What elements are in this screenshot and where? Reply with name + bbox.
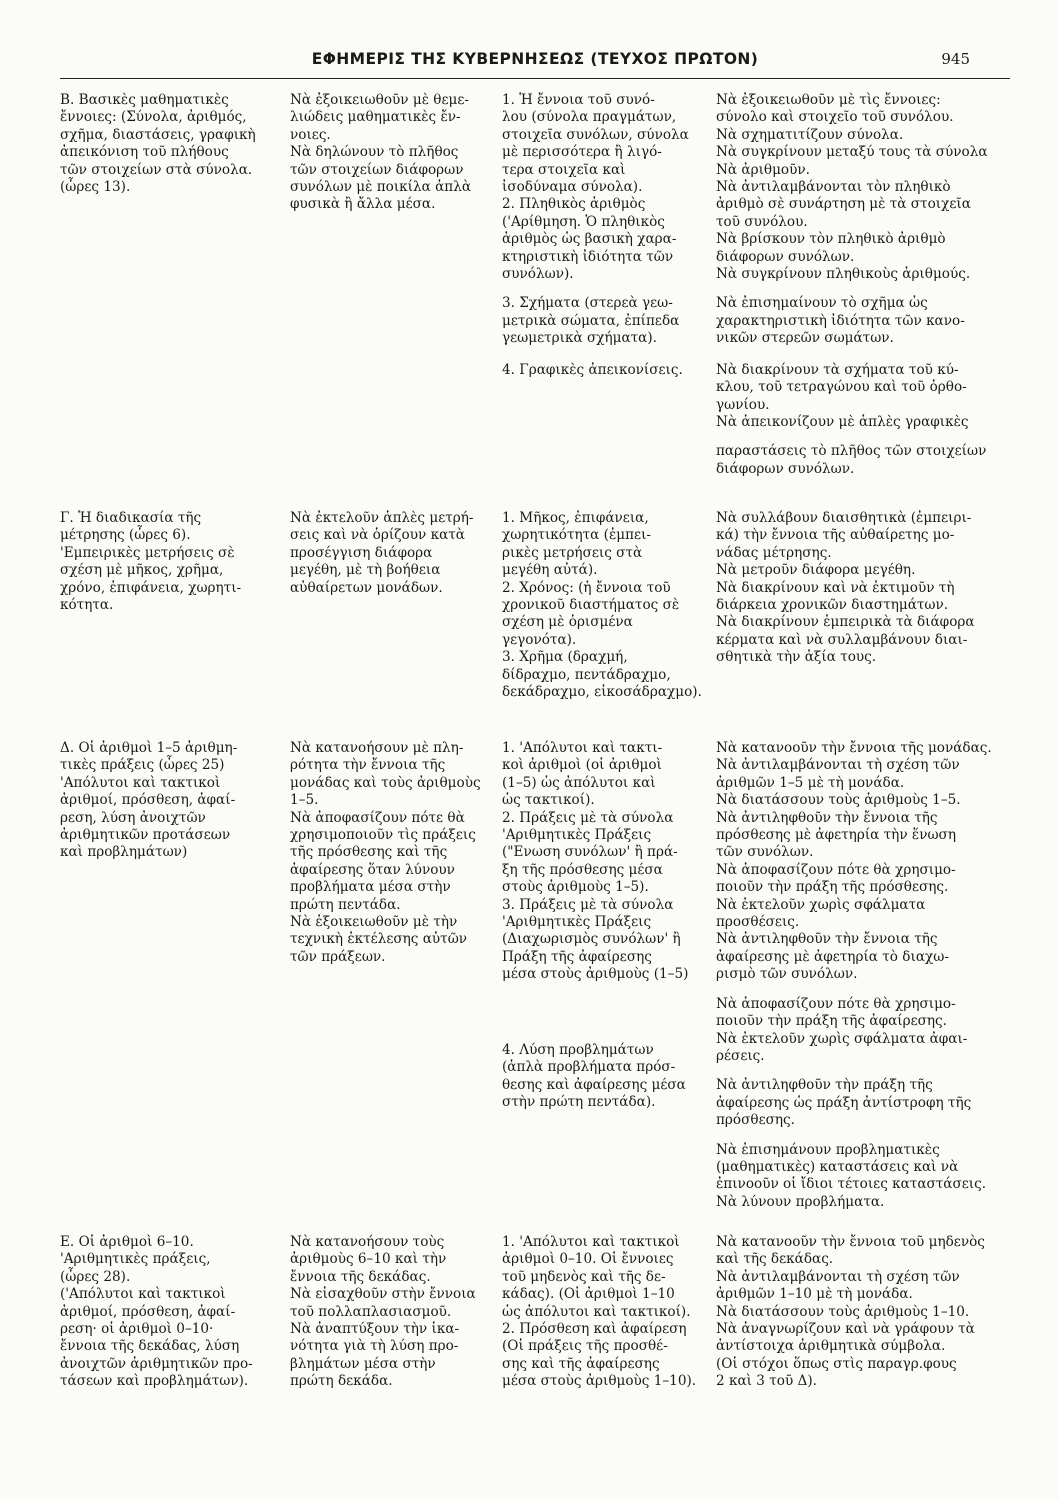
- section-d-objectives-4: Νὰ ἐπισημάνουν προβληματικὲς (μαθηματικὲς) καταστάσεις καὶ νὰ ἐπινοοῦν οἱ ἴδιοι τέτοιες καταστάσεις. Νὰ λύνουν προβλήματα.: [716, 1141, 987, 1210]
- section-b-objectives-2: Νὰ ἐπισημαίνουν τὸ σχῆμα ὡς χαρακτηριστικὴ ἰδιότητα τῶν κανο- νικῶν στερεῶν σωμάτων.: [716, 295, 965, 347]
- section-d-objectives: [716, 740, 1010, 1211]
- section-e-content: [502, 1234, 716, 1391]
- section-e-row: [60, 1234, 1010, 1391]
- section-b-objectives-1: Νὰ ἐξοικειωθοῦν μὲ τὶς ἔννοιες: σύνολο καὶ στοιχεῖο τοῦ συνόλου. Νὰ σχηματιτίζουν σύνολα. Νὰ συγκρίνουν μεταξύ τους τὰ σύνολα Νὰ ἀριθμοῦν. Νὰ ἀντιλαμβάνονται τὸν πληθικὸ ἀριθμὸ σὲ συνάρτηση μὲ τὰ στοιχεῖα τοῦ συνόλου. Νὰ βρίσκουν τὸν πληθικὸ ἀριθμὸ διάφορων συνόλων. Νὰ συγκρίνουν πληθικοὺς ἀριθμούς.: [716, 92, 988, 283]
- section-b-objectives-3: Νὰ διακρίνουν τὰ σχήματα τοῦ κύ- κλου, τοῦ τετραγώνου καὶ τοῦ ὀρθο- γωνίου. Νὰ ἀπεικονίζουν μὲ ἁπλὲς γραφικὲς: [716, 361, 969, 430]
- section-b-content-3: 4. Γραφικὲς ἀπεικονίσεις.: [502, 361, 683, 378]
- section-b-objectives: [716, 92, 1010, 478]
- section-b-goals: [290, 92, 502, 214]
- section-b-row: [60, 92, 1010, 510]
- page-number: 945: [941, 50, 970, 68]
- section-g-topic-text: Γ. Ἡ διαδικασία τῆς μέτρησης (ὧρες 6). 'Εμπειρικὲς μετρήσεις σὲ σχέση μὲ μῆκος, χρῆμα, χρόνο, ἐπιφάνεια, χωρητι- κότητα.: [60, 510, 242, 614]
- curriculum-table: [60, 92, 1010, 1391]
- page-header: [60, 48, 1010, 79]
- section-d-objectives-2: Νὰ ἀποφασίζουν πότε θὰ χρησιμο- ποιοῦν τὴν πράξη τῆς ἀφαίρεσης. Νὰ ἐκτελοῦν χωρὶς σφάλματα ἀφαι- ρέσεις.: [716, 995, 968, 1064]
- section-b-topic: [60, 92, 290, 196]
- section-d-objectives-3: Νὰ ἀντιληφθοῦν τὴν πράξη τῆς ἀφαίρεσης ὡς πράξη ἀντίστροφη τῆς πρόσθεσης.: [716, 1077, 972, 1129]
- section-d-goals-text: Νὰ κατανοήσουν μὲ πλη- ρότητα τὴν ἔννοια τῆς μονάδας καὶ τοὺς ἀριθμοὺς 1–5. Νὰ ἀποφασίζουν πότε θὰ χρησιμοποιοῦν τὶς πράξεις τῆς πρόσθεσης καὶ τῆς ἀφαίρεσης ὅταν λύνουν προβλήματα μέσα στὴν πρώτη πεντάδα. Νὰ ἐξοικειωθοῦν μὲ τὴν τεχνικὴ ἐκτέλεσης αὐτῶν τῶν πράξεων.: [290, 740, 481, 965]
- section-d-content-1: 1. 'Απόλυτοι καὶ τακτι- κοὶ ἀριθμοὶ (οἱ ἀριθμοὶ (1–5) ὡς ἀπόλυτοι καὶ ὡς τακτικοί). 2. Πράξεις μὲ τὰ σύνολα 'Αριθμητικὲς Πράξεις ("Ενωση συνόλων' ἢ πρά- ξη τῆς πρόσθεσης μέσα στοὺς ἀριθμοὺς 1–5). 3. Πράξεις μὲ τὰ σύνολα 'Αριθμητικὲς Πράξεις (Διαχωρισμὸς συνόλων' ἢ Πράξη τῆς ἀφαίρεσης μέσα στοὺς ἀριθμοὺς (1–5): [502, 740, 689, 983]
- section-b-goals-text: Νὰ ἐξοικειωθοῦν μὲ θεμε- λιώδεις μαθηματικὲς ἔν- νοιες. Νὰ δηλώνουν τὸ πλῆθος τῶν στοιχείων διάφορων συνόλων μὲ ποικίλα ἁπλὰ φυσικὰ ἢ ἄλλα μέσα.: [290, 92, 472, 213]
- section-d-objectives-1: Νὰ κατανοοῦν τὴν ἔννοια τῆς μονάδας. Νὰ ἀντιλαμβάνονται τὴ σχέση τῶν ἀριθμῶν 1–5 μὲ τὴ μονάδα. Νὰ διατάσσουν τοὺς ἀριθμοὺς 1–5. Νὰ ἀντιληφθοῦν τὴν ἔννοια τῆς πρόσθεσης μὲ ἀφετηρία τὴν ἕνωση τῶν συνόλων. Νὰ ἀποφασίζουν πότε θὰ χρησιμο- ποιοῦν τὴν πράξη τῆς πρόσθεσης. Νὰ ἐκτελοῦν χωρὶς σφάλματα προσθέσεις. Νὰ ἀντιληφθοῦν τὴν ἔννοια τῆς ἀφαίρεσης μὲ ἀφετηρία τὸ διαχω- ρισμὸ τῶν συνόλων.: [716, 740, 992, 983]
- gazette-title: ΕΦΗΜΕΡΙΣ ΤΗΣ ΚΥΒΕΡΝΗΣΕΩΣ (ΤΕΥΧΟΣ ΠΡΩΤΟΝ): [311, 50, 759, 68]
- section-d-content-2: 4. Λύση προβλημάτων (ἁπλὰ προβλήματα πρόσ- θεσης καὶ ἀφαίρεσης μέσα στὴν πρώτη πεντάδα).: [502, 1041, 686, 1110]
- section-g-content: [502, 510, 716, 701]
- section-b-topic-text: Β. Βασικὲς μαθηματικὲς ἔννοιες: (Σύνολα, ἀριθμός, σχῆμα, διαστάσεις, γραφικὴ ἀπεικόνιση τοῦ πλήθους τῶν στοιχείων στὰ σύνολα. (ὧρες 13).: [60, 92, 256, 196]
- section-g-topic: [60, 510, 290, 614]
- section-e-objectives: [716, 1234, 1010, 1391]
- section-b-content: [502, 92, 716, 379]
- section-e-topic-text: Ε. Οἱ ἀριθμοὶ 6–10. 'Αριθμητικὲς πράξεις, (ὧρες 28). ('Απόλυτοι καὶ τακτικοὶ ἀριθμοί, πρόσθεση, ἀφαί- ρεση· οἱ ἀριθμοὶ 0–10· ἔννοια τῆς δεκάδας, λύση ἀνοιχτῶν ἀριθμητικῶν προ- τάσεων καὶ προβλημάτων).: [60, 1234, 253, 1390]
- section-g-row: [60, 510, 1010, 740]
- section-b-objectives-4: παραστάσεις τὸ πλῆθος τῶν στοιχείων διάφορων συνόλων.: [716, 443, 987, 477]
- section-e-topic: [60, 1234, 290, 1391]
- section-b-content-2: 3. Σχήματα (στερεὰ γεω- μετρικὰ σώματα, ἐπίπεδα γεωμετρικὰ σχήματα).: [502, 295, 680, 347]
- section-g-goals-text: Νὰ ἐκτελοῦν ἁπλὲς μετρή- σεις καὶ νὰ ὁρίζουν κατὰ προσέγγιση διάφορα μεγέθη, μὲ τὴ βοήθεια αὐθαίρετων μονάδων.: [290, 510, 474, 596]
- section-b-content-1: 1. Ἡ ἔννοια τοῦ συνό- λου (σύνολα πραγμάτων, στοιχεῖα συνόλων, σύνολα μὲ περισσότερα ἢ λιγό- τερα στοιχεῖα καὶ ἰσοδύναμα σύνολα). 2. Πληθικὸς ἀριθμὸς ('Αρίθμηση. Ὁ πληθικὸς ἀριθμὸς ὡς βασικὴ χαρα- κτηριστικὴ ἰδιότητα τῶν συνόλων).: [502, 92, 689, 283]
- section-e-objectives-text: Νὰ κατανοοῦν τὴν ἔννοια τοῦ μηδενὸς καὶ τῆς δεκάδας. Νὰ ἀντιλαμβάνονται τὴ σχέση τῶν ἀριθμῶν 1–10 μὲ τὴ μονάδα. Νὰ διατάσσουν τοὺς ἀριθμοὺς 1–10. Νὰ ἀναγνωρίζουν καὶ νὰ γράφουν τὰ ἀντίστοιχα ἀριθμητικὰ σύμβολα. (Οἱ στόχοι ὅπως στὶς παραγρ.φους 2 καὶ 3 τοῦ Δ).: [716, 1234, 985, 1390]
- section-e-goals: [290, 1234, 502, 1391]
- section-d-content: [502, 740, 716, 1111]
- section-g-objectives-text: Νὰ συλλάβουν διαισθητικὰ (ἐμπειρι- κά) τὴν ἔννοια τῆς αὐθαίρετης μο- νάδας μέτρησης. Νὰ μετροῦν διάφορα μεγέθη. Νὰ διακρίνουν καὶ νὰ ἐκτιμοῦν τὴ διάρκεια χρονικῶν διαστημάτων. Νὰ διακρίνουν ἐμπειρικὰ τὰ διάφορα κέρματα καὶ νὰ συλλαμβάνουν διαι- σθητικὰ τὴν ἀξία τους.: [716, 510, 975, 666]
- section-g-content-text: 1. Μῆκος, ἐπιφάνεια, χωρητικότητα (ἐμπει- ρικὲς μετρήσεις στὰ μεγέθη αὐτά). 2. Χρόνος: (ἡ ἔννοια τοῦ χρονικοῦ διαστήματος σὲ σχέση μὲ ὁρισμένα γεγονότα). 3. Χρῆμα (δραχμή, δίδραχμο, πεντάδραχμο, δεκάδραχμο, εἰκοσάδραχμο).: [502, 510, 702, 701]
- section-g-goals: [290, 510, 502, 597]
- section-g-objectives: [716, 510, 1010, 667]
- section-e-goals-text: Νὰ κατανοήσουν τοὺς ἀριθμοὺς 6–10 καὶ τὴν ἔννοια τῆς δεκάδας. Νὰ εἰσαχθοῦν στὴν ἔννοια τοῦ πολλαπλασιασμοῦ. Νὰ ἀναπτύξουν τὴν ἱκα- νότητα γιὰ τὴ λύση προ- βλημάτων μέσα στὴν πρώτη δεκάδα.: [290, 1234, 476, 1390]
- section-d-row: [60, 740, 1010, 1234]
- section-d-topic: [60, 740, 290, 862]
- section-d-topic-text: Δ. Οἱ ἀριθμοὶ 1–5 ἀριθμη- τικὲς πράξεις (ὧρες 25) 'Απόλυτοι καὶ τακτικοὶ ἀριθμοί, πρόσθεση, ἀφαί- ρεση, λύση ἀνοιχτῶν ἀριθμητικῶν προτάσεων καὶ προβλημάτων): [60, 740, 238, 861]
- section-e-content-text: 1. 'Απόλυτοι καὶ τακτικοὶ ἀριθμοὶ 0–10. Οἱ ἔννοιες τοῦ μηδενὸς καὶ τῆς δε- κάδας). (Οἱ ἀριθμοὶ 1–10 ὡς ἀπόλυτοι καὶ τακτικοί). 2. Πρόσθεση καὶ ἀφαίρεση (Οἱ πράξεις τῆς προσθέ- σης καὶ τῆς ἀφαίρεσης μέσα στοὺς ἀριθμοὺς 1–10).: [502, 1234, 697, 1390]
- section-d-goals: [290, 740, 502, 966]
